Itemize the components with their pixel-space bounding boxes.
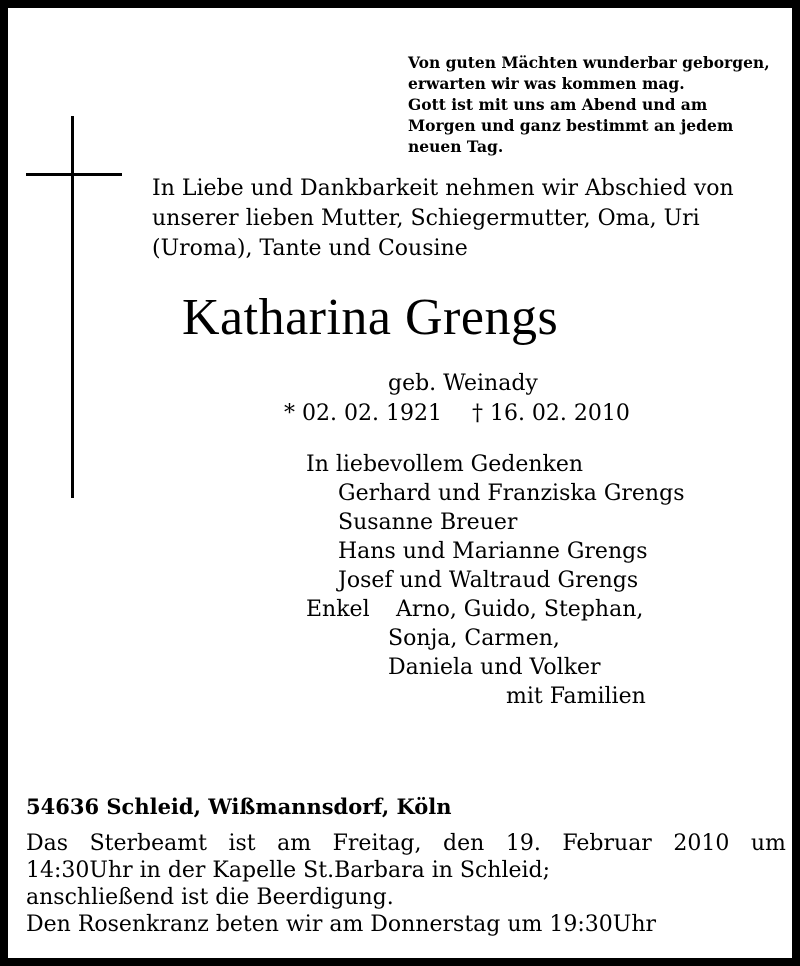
poem-line: Morgen und ganz bestimmt an jedem (408, 116, 734, 135)
service-details (26, 830, 786, 938)
service-line-1 (26, 830, 786, 857)
grandchildren-label: Enkel (306, 597, 370, 622)
grandchildren-row (306, 595, 684, 624)
intro-line: (Uroma), Tante und Cousine (152, 236, 468, 261)
birth-date: * 02. 02. 1921 (284, 401, 442, 426)
mourner-entry: Hans und Marianne Grengs (338, 539, 648, 564)
place-line: 54636 Schleid, Wißmannsdorf, Köln (26, 794, 452, 819)
service-word: ist (228, 831, 256, 856)
family-closing: mit Familien (506, 684, 646, 709)
poem-line: Gott ist mit uns am Abend und am (408, 95, 708, 114)
deceased-name: Katharina Grengs (182, 289, 559, 346)
death-date: † 16. 02. 2010 (471, 401, 630, 426)
life-dates (284, 400, 630, 428)
service-word: Das (26, 831, 69, 856)
service-line-2: 14:30Uhr in der Kapelle St.Barbara in Schleid; (26, 858, 551, 883)
mourner-entry: Josef und Waltraud Grengs (338, 568, 639, 593)
poem-line: erwarten wir was kommen mag. (408, 74, 685, 93)
service-word: Sterbeamt (89, 831, 207, 856)
cross-horizontal-bar (26, 173, 122, 176)
farewell-intro (152, 174, 734, 264)
mourners-heading: In liebevollem Gedenken (306, 452, 584, 477)
poem-line: Von guten Mächten wunderbar geborgen, (408, 53, 770, 72)
service-word: den (443, 831, 485, 856)
poem-line: neuen Tag. (408, 137, 504, 156)
mourner-entry: Gerhard und Franziska Grengs (338, 481, 685, 506)
service-word: am (277, 831, 312, 856)
intro-line: unserer lieben Mutter, Schiegermutter, Oma, Uri (152, 206, 700, 231)
service-word: um (750, 831, 786, 856)
service-word: Februar (562, 831, 652, 856)
birth-name: geb. Weinady (388, 371, 538, 396)
grandchildren-entry: Sonja, Carmen, (388, 626, 560, 651)
mourner-entry: Susanne Breuer (338, 510, 518, 535)
service-word: Freitag, (332, 831, 422, 856)
service-line-4: Den Rosenkranz beten wir am Donnerstag um 19:30Uhr (26, 912, 657, 937)
service-word: 19. (505, 831, 541, 856)
service-line-3: anschließend ist die Beerdigung. (26, 885, 394, 910)
service-word: 2010 (673, 831, 730, 856)
intro-line: In Liebe und Dankbarkeit nehmen wir Abschied von (152, 176, 734, 201)
grandchildren-entry: Arno, Guido, Stephan, (396, 597, 644, 622)
mourners-list (306, 450, 684, 711)
poem-verse (408, 52, 770, 157)
grandchildren-entry: Daniela und Volker (388, 655, 601, 680)
